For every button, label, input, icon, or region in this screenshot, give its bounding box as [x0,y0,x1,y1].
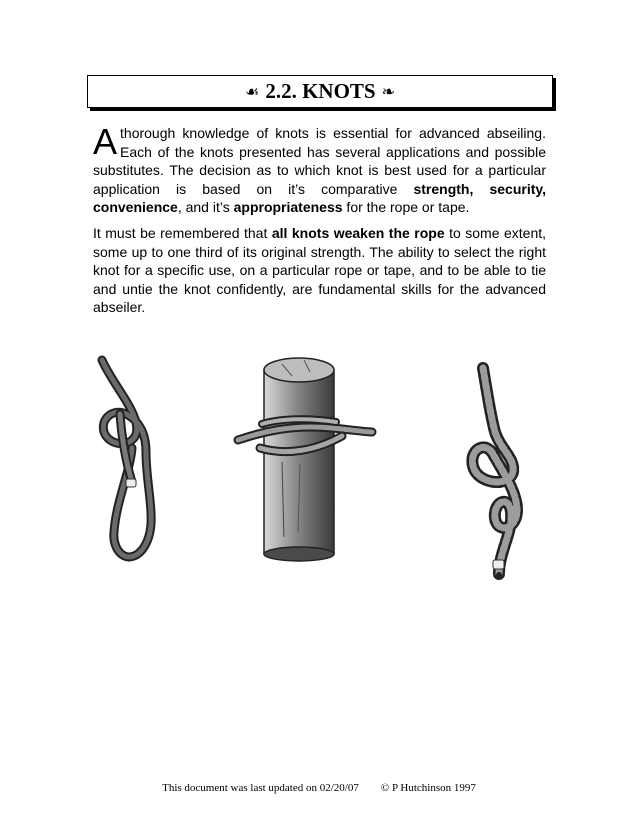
clove-hitch-on-post-icon [232,352,377,564]
weaken-bold-1: all knots weaken the rope [271,225,445,241]
copyright-text: © P Hutchinson 1997 [380,782,476,794]
intro-text-1: thorough knowledge of knots is essential for advanced abseiling. Each of the knots presented has several applications and possible substitutes. The decision as to which knot is best used for a particular application is based on it’s comparative [93,125,546,197]
last-updated-text: This document was last updated on 02/20/07 [162,782,359,794]
ornament-left-icon: ☙ [244,83,260,101]
title-text: 2.2. KNOTS [265,79,376,103]
figure-eight-knot-icon [455,362,540,584]
intro-paragraph [93,121,547,217]
intro-bold-2: appropriateness [233,199,343,215]
weakening-paragraph [93,224,546,317]
weaken-text-2: to some extent, some up to one third of its original strength. The ability to select the right knot for a specific use, on a particular rope or tape, and to be able to tie and untie the knot confidently, are fundamental skills for the advanced abseiler. [93,225,547,315]
weaken-text-1: It must be remembered that [93,225,272,241]
drop-cap: A [93,121,118,162]
page-title [87,75,553,108]
page-footer [0,782,638,794]
ornament-right-icon: ❧ [381,83,396,101]
intro-text-2: , and it’s [177,199,234,215]
intro-bold-1: strength, security, convenience [93,180,547,215]
intro-text-3: for the rope or tape. [342,199,470,215]
overhand-loop-knot-icon [90,352,170,564]
